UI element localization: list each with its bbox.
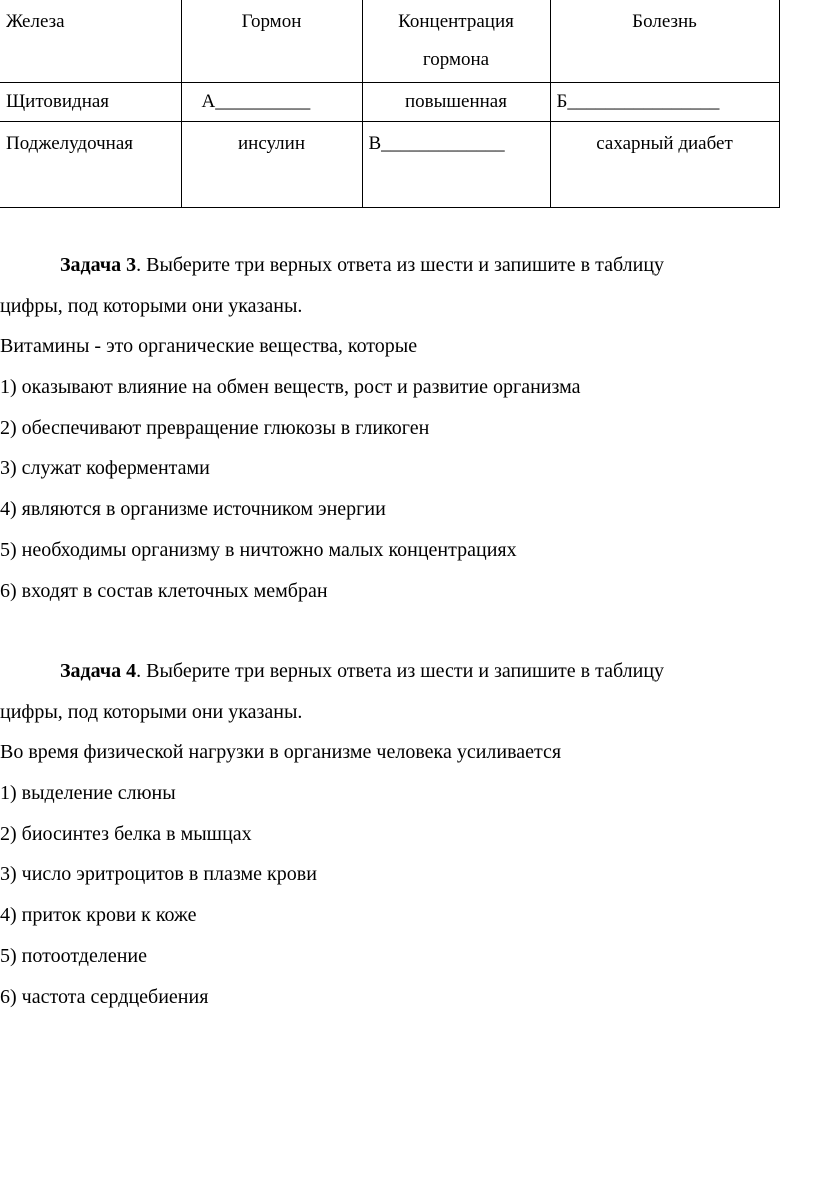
task-3-intro xyxy=(0,245,800,286)
task-3-option-1: 1) оказывают влияние на обмен веществ, рост и развитие организма xyxy=(0,376,581,399)
task-4-option-5: 5) потоотделение xyxy=(0,944,147,967)
cell-disease-blank-b: Б________________ xyxy=(550,83,779,122)
header-concentration-line2: гормона xyxy=(422,49,490,70)
cell-concentration-blank-v: В_____________ xyxy=(362,122,550,208)
table-header-row xyxy=(0,0,779,83)
task-3-label: Задача 3 xyxy=(60,254,137,276)
task-4-option-1: 1) выделение слюны xyxy=(0,782,176,805)
task-4-label: Задача 4 xyxy=(60,660,137,682)
task-3-option-5: 5) необходимы организму в ничтожно малых концентрациях xyxy=(0,538,517,561)
header-gland: Железа xyxy=(0,0,181,83)
header-concentration xyxy=(362,0,550,83)
task-4-intro-continued: цифры, под которыми они указаны. xyxy=(0,700,303,723)
cell-gland: Щитовидная xyxy=(0,83,181,122)
cell-hormone: инсулин xyxy=(181,122,362,208)
task-3-intro-continued: цифры, под которыми они указаны. xyxy=(0,294,303,317)
task-3-intro-text: . Выберите три верных ответа из шести и запишите в таблицу xyxy=(136,254,665,276)
task-4 xyxy=(0,651,800,1017)
header-hormone: Гормон xyxy=(181,0,362,83)
task-4-question: Во время физической нагрузки в организме человека усиливается xyxy=(0,741,562,764)
task-4-option-4: 4) приток крови к коже xyxy=(0,904,197,927)
task-4-option-2: 2) биосинтез белка в мышцах xyxy=(0,822,252,845)
task-3-option-6: 6) входят в состав клеточных мембран xyxy=(0,579,328,602)
task-4-intro xyxy=(0,651,800,692)
task-4-option-3: 3) число эритроцитов в плазме крови xyxy=(0,863,317,886)
task-4-intro-text: . Выберите три верных ответа из шести и запишите в таблицу xyxy=(136,660,665,682)
table-row xyxy=(0,122,779,208)
cell-gland: Поджелудочная xyxy=(0,122,181,208)
cell-disease: сахарный диабет xyxy=(550,122,779,208)
hormone-table xyxy=(0,0,780,208)
header-disease: Болезнь xyxy=(550,0,779,83)
header-concentration-line1: Концентрация xyxy=(398,11,514,32)
task-4-option-6: 6) частота сердцебиения xyxy=(0,985,209,1008)
cell-concentration: повышенная xyxy=(362,83,550,122)
task-3-option-2: 2) обеспечивают превращение глюкозы в гликоген xyxy=(0,416,430,439)
task-3-option-4: 4) являются в организме источником энергии xyxy=(0,498,386,521)
task-3-question: Витамины - это органические вещества, которые xyxy=(0,335,418,358)
task-3-option-3: 3) служат коферментами xyxy=(0,457,210,480)
table-row xyxy=(0,83,779,122)
task-3 xyxy=(0,245,800,611)
cell-hormone-blank-a: А__________ xyxy=(181,83,362,122)
